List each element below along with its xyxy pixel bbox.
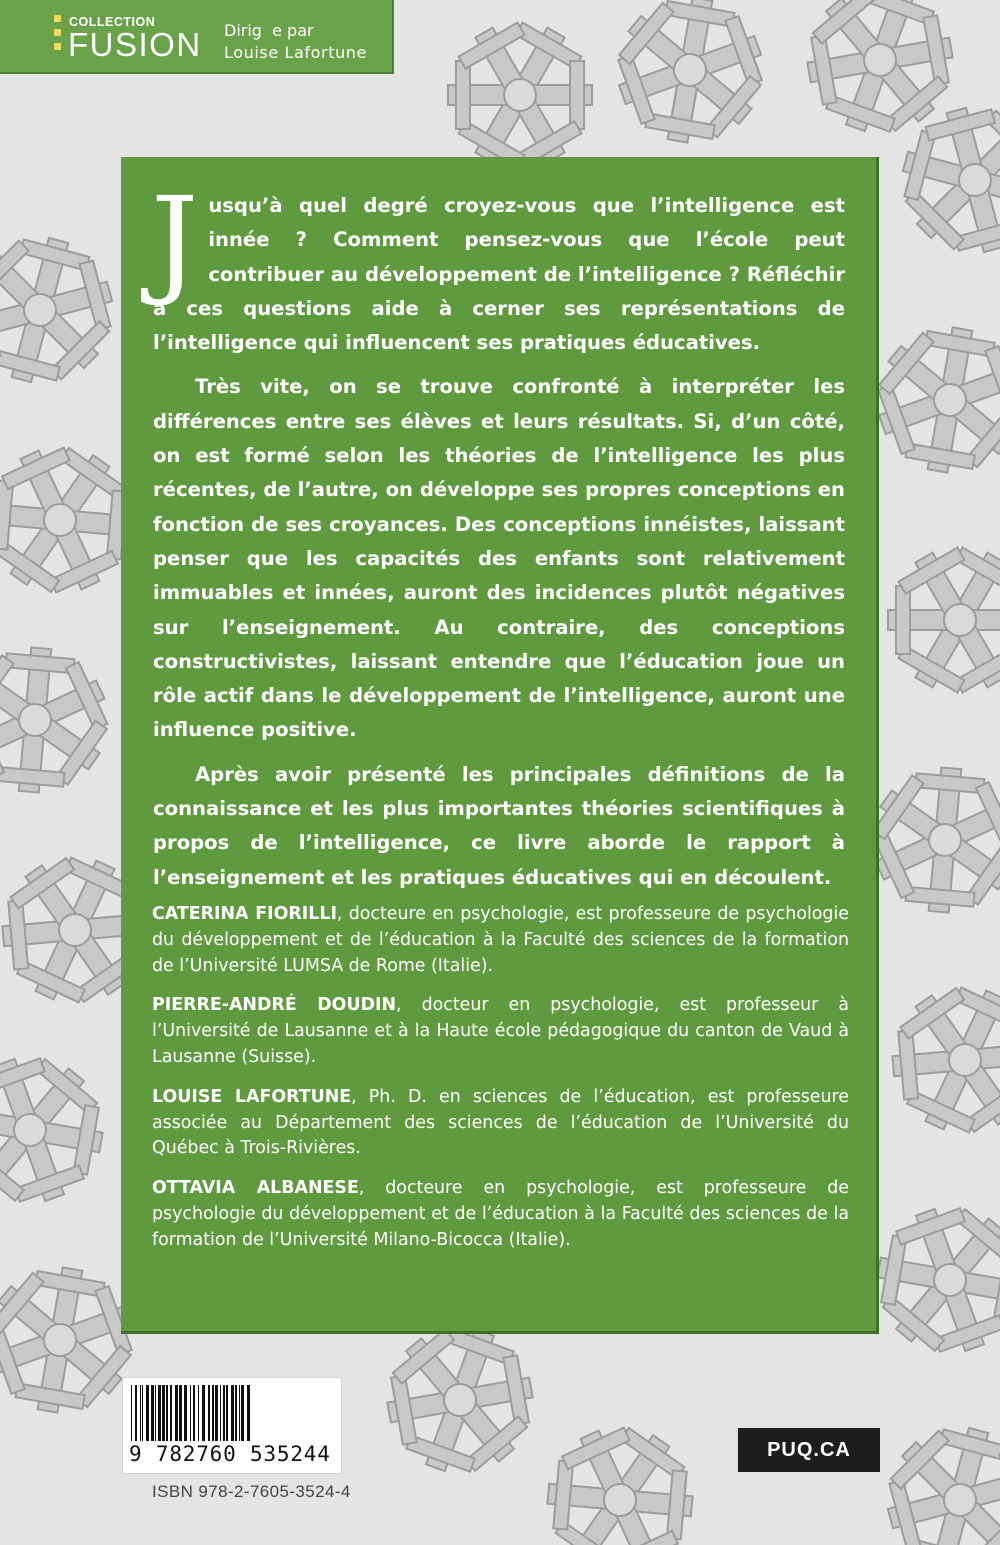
barcode-bar: [140, 1385, 141, 1441]
collection-name: FUSION: [68, 26, 202, 63]
back-cover-panel: [121, 157, 879, 1334]
barcode-bar: [179, 1385, 182, 1441]
barcode-bar: [223, 1385, 225, 1441]
barcode-bar: [241, 1385, 244, 1441]
barcode-digits: 9 782760 535244: [129, 1442, 331, 1466]
barcode-bar: [158, 1385, 161, 1441]
collection-label: COLLECTION: [69, 15, 156, 29]
barcode-bar: [239, 1385, 240, 1441]
author-bio: [152, 902, 849, 979]
barcode-bar: [193, 1385, 195, 1441]
barcode-bar: [226, 1385, 228, 1441]
barcode-bar: [212, 1385, 214, 1441]
author-name: CATERINA FIORILLI: [152, 904, 337, 924]
barcode-bar: [131, 1385, 132, 1441]
author-name: LOUISE LAFORTUNE: [152, 1086, 352, 1107]
author-name: PIERRE-ANDRÉ DOUDIN: [152, 995, 397, 1016]
author-bio: [152, 993, 849, 1070]
barcode-bar: [220, 1385, 221, 1441]
barcode-bar: [170, 1385, 172, 1441]
blurb: [151, 171, 845, 895]
drop-cap: J: [151, 171, 199, 309]
barcode-bar: [208, 1385, 210, 1441]
author-bio: [152, 1176, 849, 1253]
barcode-bar: [175, 1385, 178, 1441]
barcode-bar: [184, 1385, 187, 1441]
author-bio: [152, 1085, 849, 1162]
collection-logo-dots: [54, 15, 61, 57]
barcode-bar: [202, 1385, 205, 1441]
barcode-bar: [151, 1385, 154, 1441]
isbn: ISBN 978-2-7605-3524-4: [152, 1482, 351, 1501]
collection-director: [224, 20, 367, 64]
author-description: , Ph. D. en sciences de l’éducation, est professeure associée au Département des sciences de l’éducation de l’Université du Québec à Trois-Rivières.: [152, 1086, 849, 1159]
director-name: Louise Lafortune: [224, 43, 367, 62]
author-description: , docteure en psychologie, est professeure de psychologie du développement et de l’éducation à la Faculté des sciences de la formation de l’Université Milano-Bicocca (Italie).: [152, 1178, 850, 1250]
publisher-logo: PUQ.CA: [738, 1428, 880, 1472]
barcode-bar: [235, 1385, 237, 1441]
barcode-bar: [247, 1385, 250, 1441]
blurb-paragraph-3: Après avoir présenté les principales définitions de la connaissance et les plus importantes théories scientifiques à propos de l’intelligence, ce livre aborde le rapport à l’enseignement et les pratiques éducatives qui en découlent.: [153, 762, 845, 889]
barcode: [122, 1377, 342, 1474]
barcode-bar: [155, 1385, 156, 1441]
barcode-bar: [190, 1385, 191, 1441]
barcode-bar: [146, 1385, 149, 1441]
barcode-bars: [131, 1385, 335, 1441]
collection-header: [0, 0, 394, 74]
blurb-paragraph-2: Très vite, on se trouve confronté à interpréter les différences entre ses élèves et leurs résultats. Si, d’un côté, on est formé selon les théories de l’intelligence les plus récentes, de l’autre, on développe ses propres conceptions en fonction de ses croyances. Des conceptions innéistes, laissant penser que les capacités des enfants sont relativement immuables et innées, auront des incidences plutôt négatives sur l’enseignement. Au contraire, des conceptions constructivistes, laissant entendre que l’éducation joue un rôle actif dans le développement de l’intelligence, auront une influence positive.: [153, 375, 845, 742]
barcode-bar: [142, 1385, 143, 1441]
author-name: OTTAVIA ALBANESE: [152, 1178, 359, 1199]
barcode-bar: [166, 1385, 168, 1441]
author-bios: [152, 902, 849, 1268]
barcode-bar: [215, 1385, 218, 1441]
author-description: , docteur en psychologie, est professeur à l’Université de Lausanne et à la Haute école pédagogique du canton de Vaud à Lausanne (Suisse).: [152, 995, 849, 1067]
barcode-bar: [231, 1385, 234, 1441]
blurb-paragraph-1: [151, 171, 845, 360]
author-description: , docteure en psychologie, est professeure de psychologie du développement et de l’éducation à la Faculté des sciences de la formation de l’Université LUMSA de Rome (Italie).: [152, 904, 850, 976]
barcode-bar: [198, 1385, 199, 1441]
barcode-bar: [135, 1385, 137, 1441]
directed-by-label: Dirig e par: [224, 21, 314, 40]
barcode-bar: [162, 1385, 165, 1441]
blurb-paragraph-1-text: usqu’à quel degré croyez-vous que l’intelligence est innée ? Comment pensez-vous que l’école peut contribuer au développement de l’intelligence ? Réfléchir à ces questions aide à cerner ses représentations de l’intelligence qui influencent ses pratiques éducatives.: [153, 194, 845, 355]
